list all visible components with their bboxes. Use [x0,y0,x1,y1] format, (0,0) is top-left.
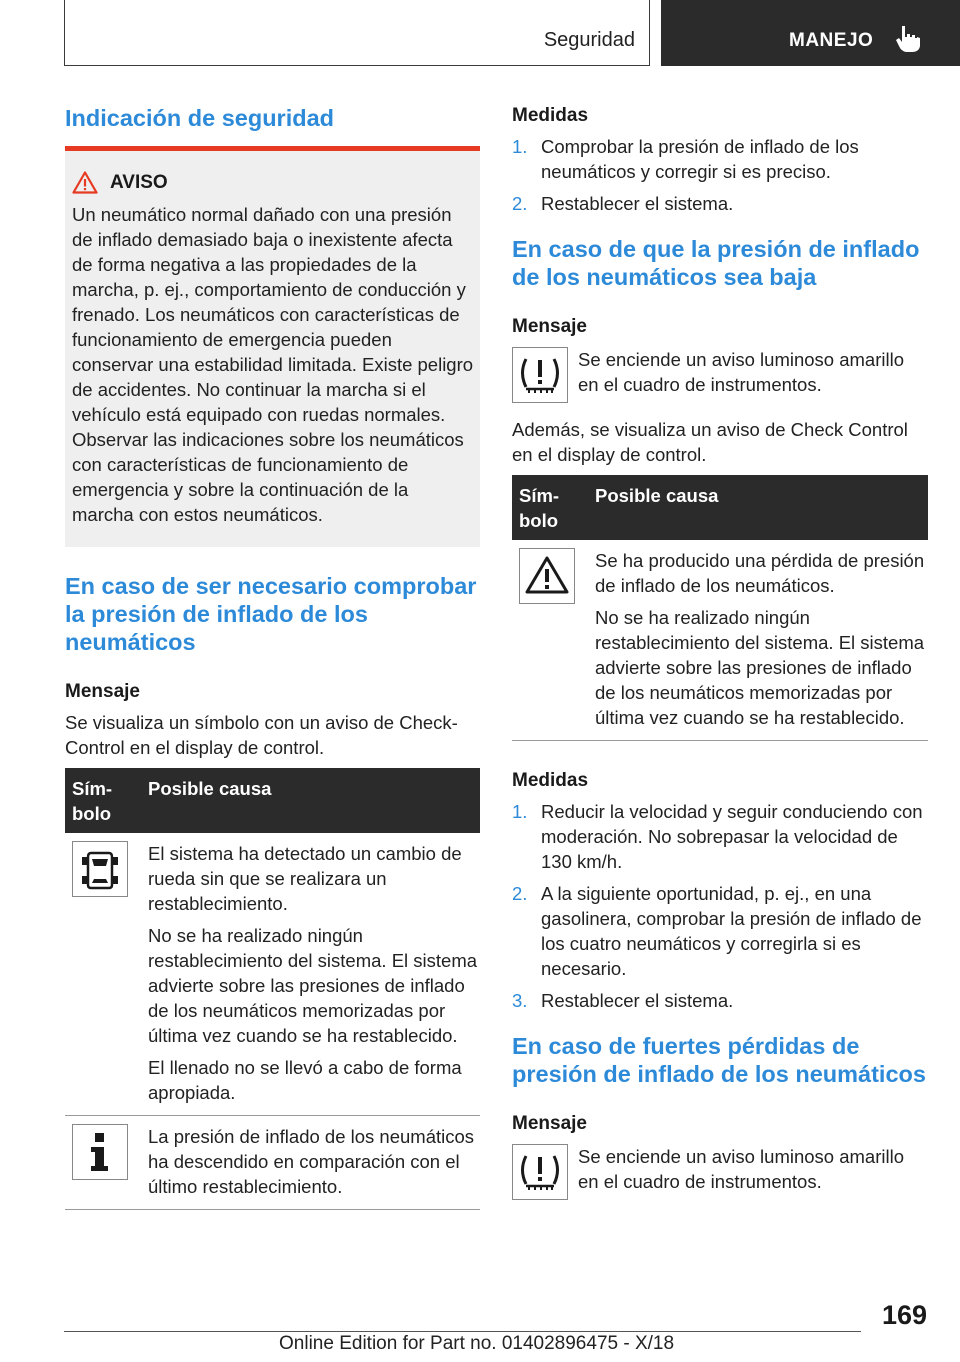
page-number: 169 [881,1300,927,1330]
list-item: 2. Restablecer el sistema. [512,193,734,214]
cause-text: No se ha realizado ningún restablecimiento del sistema. El sistema advierte sobre las presiones de inflado de los neumáticos memorizadas por última vez cuando se ha restablecido. [595,607,925,728]
tire-pressure-warning-icon [512,1144,568,1200]
header-section-title: Seguridad [543,29,635,51]
message-lamp-text: Se enciende un aviso luminoso amarillo en el cuadro de instrumentos. [578,1146,904,1192]
cause-text: Se ha producido una pérdida de presión de inflado de los neumáticos. [595,550,925,596]
low-pressure-heading: En caso de que la presión de inflado de los neumáticos sea baja [512,236,920,290]
message-heading: Mensaje [512,316,587,337]
column-header-symbol: Sím-bolo [519,485,560,531]
table-row [65,833,480,1116]
header-section-box [64,0,650,66]
cause-text: La presión de inflado de los neumáticos ha descendido en comparación con el último restablecimiento. [148,1126,475,1197]
message-heading: Mensaje [512,1113,587,1134]
measures-heading: Medidas [512,770,589,791]
symbol-table-right [512,475,928,741]
message-heading: Mensaje [65,681,140,702]
message-text: Se visualiza un símbolo con un aviso de Check-Control en el display de control. [65,712,458,758]
warning-box [65,146,480,547]
message-lamp-row [512,1144,928,1200]
header-chapter-tab[interactable] [661,0,960,66]
car-tire-icon [72,841,128,897]
symbol-table-left [65,768,480,1210]
measures-heading: Medidas [512,105,589,126]
table-header [65,768,480,833]
message-lamp-row [512,347,928,403]
table-row [512,540,928,741]
pointing-hand-icon [893,24,923,54]
message-also-text: Además, se visualiza un aviso de Check Control en el display de control. [512,419,908,465]
footer-edition-text: Online Edition for Part no. 01402896475 - X/18 [279,1333,675,1354]
list-item: 1. Reducir la velocidad y seguir conduciendo con moderación. No sobrepasar la velocidad de 130 km/h. [512,801,923,872]
measures-list [512,134,928,216]
column-header-cause: Posible causa [595,485,719,506]
message-lamp-text: Se enciende un aviso luminoso amarillo en el cuadro de instrumentos. [578,349,904,395]
warning-title [72,171,474,194]
warning-triangle-icon [519,548,575,604]
measures-list [512,799,928,1013]
cause-text: El llenado no se llevó a cabo de forma apropiada. [148,1057,462,1103]
info-icon [72,1124,128,1180]
table-header [512,475,928,540]
column-header-cause: Posible causa [148,778,272,799]
warning-triangle-icon [72,171,98,194]
footer-divider [64,1331,861,1332]
list-item: 1. Comprobar la presión de inflado de los neumáticos y corregir si es preciso. [512,136,859,182]
warning-text: Un neumático normal dañado con una presión de inflado demasiado baja o inexistente afecta de forma negativa a las propiedades de la marcha, p. ej., comportamiento de conducción y frenado. Los neumáticos con características de funcionamiento de emergencia pueden conservar una estabilidad limitada. Existe peligro de accidentes. No continuar la marcha si el vehículo está equipado con ruedas normales. Observar las indicaciones sobre los neumáticos con características de funcionamiento de emergencia y sobre la continuación de la marcha con estos neumáticos. [72,204,474,525]
safety-heading: Indicación de seguridad [65,105,334,131]
header-chapter-label: MANEJO [789,30,874,51]
column-header-symbol: Sím-bolo [72,778,113,824]
left-column [65,100,480,1210]
strong-loss-heading: En caso de fuertes pérdidas de presión de inflado de los neumáticos [512,1033,926,1087]
list-item: 2. A la siguiente oportunidad, p. ej., en una gasolinera, comprobar la presión de inflado de los cuatro neumáticos y corregirla si es necesario. [512,883,922,979]
check-pressure-heading: En caso de ser necesario comprobar la presión de inflado de los neumáticos [65,573,477,655]
cause-text: El sistema ha detectado un cambio de rueda sin que se realizara un restablecimiento. [148,843,462,914]
tire-pressure-warning-icon [512,347,568,403]
right-column [512,100,928,1200]
list-item: 3. Restablecer el sistema. [512,990,734,1011]
warning-title-text: AVISO [110,171,168,193]
table-row [65,1116,480,1210]
cause-text: No se ha realizado ningún restablecimiento del sistema. El sistema advierte sobre las presiones de inflado de los neumáticos memorizadas por última vez cuando se ha restablecido. [148,925,478,1046]
